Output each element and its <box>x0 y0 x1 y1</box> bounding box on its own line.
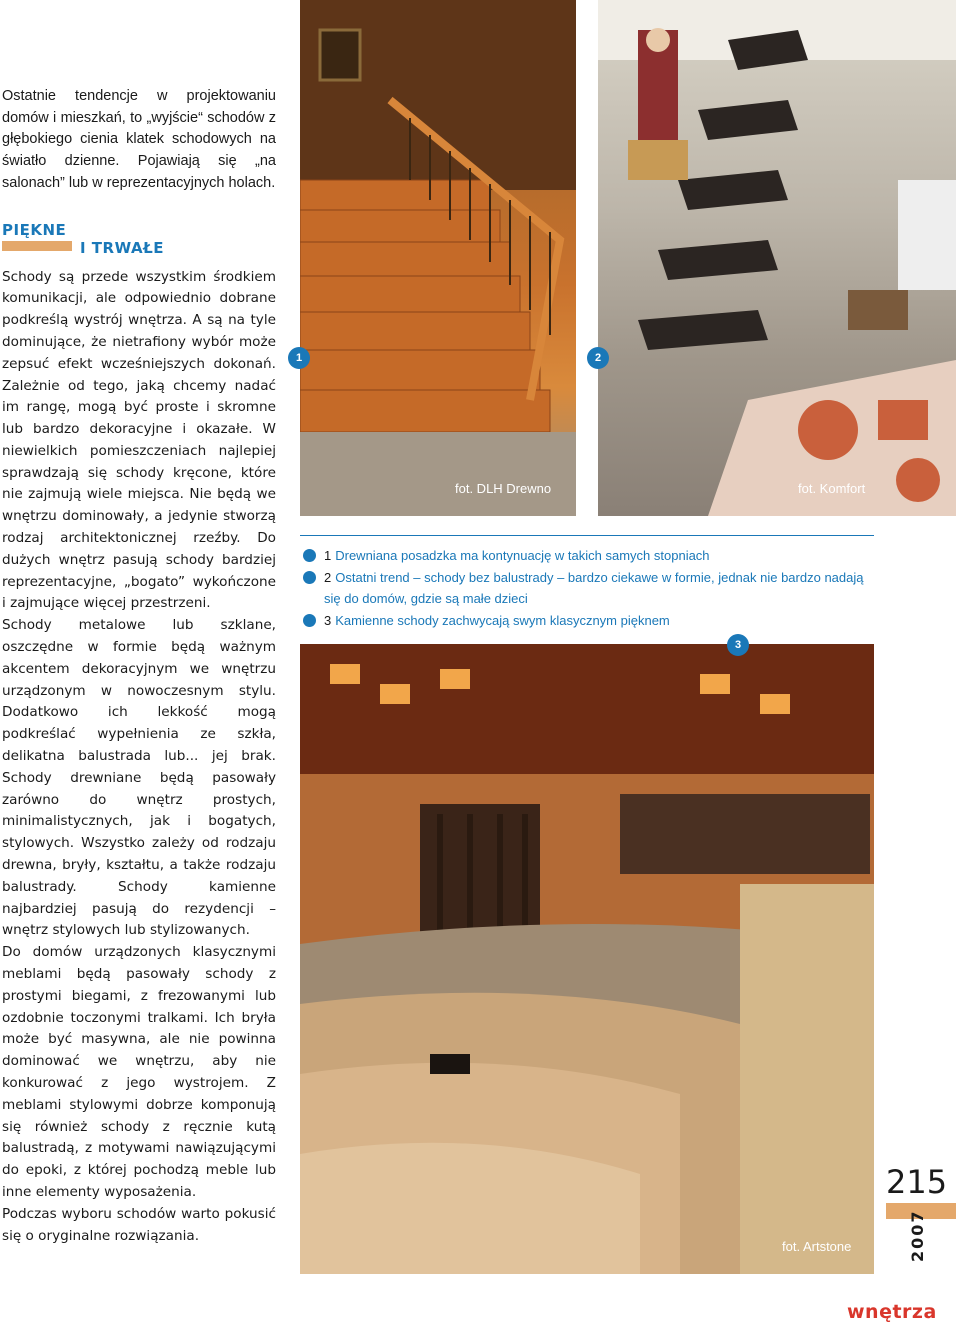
photo-2-number: 2 <box>587 347 609 369</box>
heading-accent-bar <box>2 241 72 251</box>
heading-line-2: I TRWAŁE <box>80 238 164 257</box>
photo-3-number: 3 <box>727 634 749 656</box>
caption-number: 3 <box>324 612 332 628</box>
intro-text: Ostatnie tendencje w projektowaniu domów i mieszkań, to „wyjście“ schodów z głębokiego cienia klatek schodowych na światło dzienne. Pojawiają się „na salonach” lub w reprezentacyjnych holach. <box>2 88 276 191</box>
stone-stairs-illustration <box>300 644 874 1274</box>
photo-2-credit: fot. Komfort <box>798 481 866 496</box>
photo-3-credit: fot. Artstone <box>782 1239 852 1254</box>
floating-stairs-illustration <box>598 0 956 516</box>
wooden-stairs-illustration <box>300 0 576 516</box>
caption-rule <box>300 535 874 536</box>
caption-1 <box>300 545 874 567</box>
photo-wooden-stairs <box>300 0 576 516</box>
section-heading <box>2 221 276 261</box>
photo-stone-stairs <box>300 644 874 1274</box>
page-number: 215 <box>886 1163 948 1201</box>
caption-3 <box>300 610 874 632</box>
paragraph: Schody są przede wszystkim środkiem komunikacji, ale odpowiednio dobrane podkreślą wystrój wnętrza. A są na tyle dominujące, że nietrafiony wybór może zepsuć efekt wcześniejszych dokonań. Zależnie od tego, jaką chcemy nadać im rangę, mogą być proste i skromne lub bardzo dekoracyjne i okazałe. W niewielkich pomieszczeniach najlepiej sprawdzają się schody kręcone, które nie zajmują wiele miejsca. Nie będą we wnętrzu dominowały, a jedynie stworzą rodzaj architektonicznej rzeźby. Do dużych wnętrz pasują schody bardziej reprezentacyjne, „bogato” wykończone i zajmujące więcej przestrzeni. <box>2 268 276 612</box>
paragraph: Schody metalowe lub szklane, oszczędne w formie będą ważnym akcentem dekoracyjnym we wnętrzu urządzonym w nowoczesnym stylu. Dodatkowo ich lekkość mogą podkreślać wypełnienia ze szkła, delikatna balustrada lub... jej brak. Schody drewniane będą pasowały zarówno do wnętrz prostych, minimalistycznych, jak i bogatych, stylowych. Wszystko zależy od rodzaju drewna, bryły, kształtu, a także rodzaju balustrady. Schody kamienne najbardziej pasują do rezydencji – wnętrz stylowych lub stylizowanych. <box>2 617 276 939</box>
caption-2 <box>300 567 874 610</box>
issue-year: 2007 <box>908 1209 927 1262</box>
caption-text: Kamienne schody zachwycają swym klasycznym pięknem <box>335 612 670 628</box>
paragraph: Podczas wyboru schodów warto pokusić się o oryginalne rozwiązania. <box>2 1205 276 1244</box>
photo-floating-stairs <box>598 0 956 516</box>
paragraph: Do domów urządzonych klasycznymi meblami będą pasowały schody z prostymi biegami, z frezowanymi lub ozdobnie toczonymi tralkami. Ich bryła może być masywna, ale nie powinna dominować we wnętrzu, aby nie konkurować z jego wystrojem. Z meblami stylowymi dobrze komponują się również schody z ręcznie kutą balustradą, z motywami nawiązującymi do epoki, z której pochodzą meble lub inne elementy wyposażenia. <box>2 944 276 1200</box>
caption-bullet <box>303 614 316 627</box>
caption-number: 2 <box>324 569 332 585</box>
magazine-logo: wnętrza <box>847 1301 937 1323</box>
photo-captions <box>300 535 874 631</box>
article-text-column <box>2 86 276 1247</box>
caption-text: Ostatni trend – schody bez balustrady – bardzo ciekawe w formie, jednak nie bardzo nadają się do domów, gdzie są małe dzieci <box>324 569 864 606</box>
caption-number: 1 <box>324 548 332 563</box>
article-body <box>2 267 276 1248</box>
caption-bullet <box>303 571 316 584</box>
caption-bullet <box>303 549 316 562</box>
heading-line-1: PIĘKNE <box>2 220 67 239</box>
photo-1-number: 1 <box>288 347 310 369</box>
caption-text: Drewniana posadzka ma kontynuację w takich samych stopniach <box>335 548 710 563</box>
photo-1-credit: fot. DLH Drewno <box>455 481 552 496</box>
